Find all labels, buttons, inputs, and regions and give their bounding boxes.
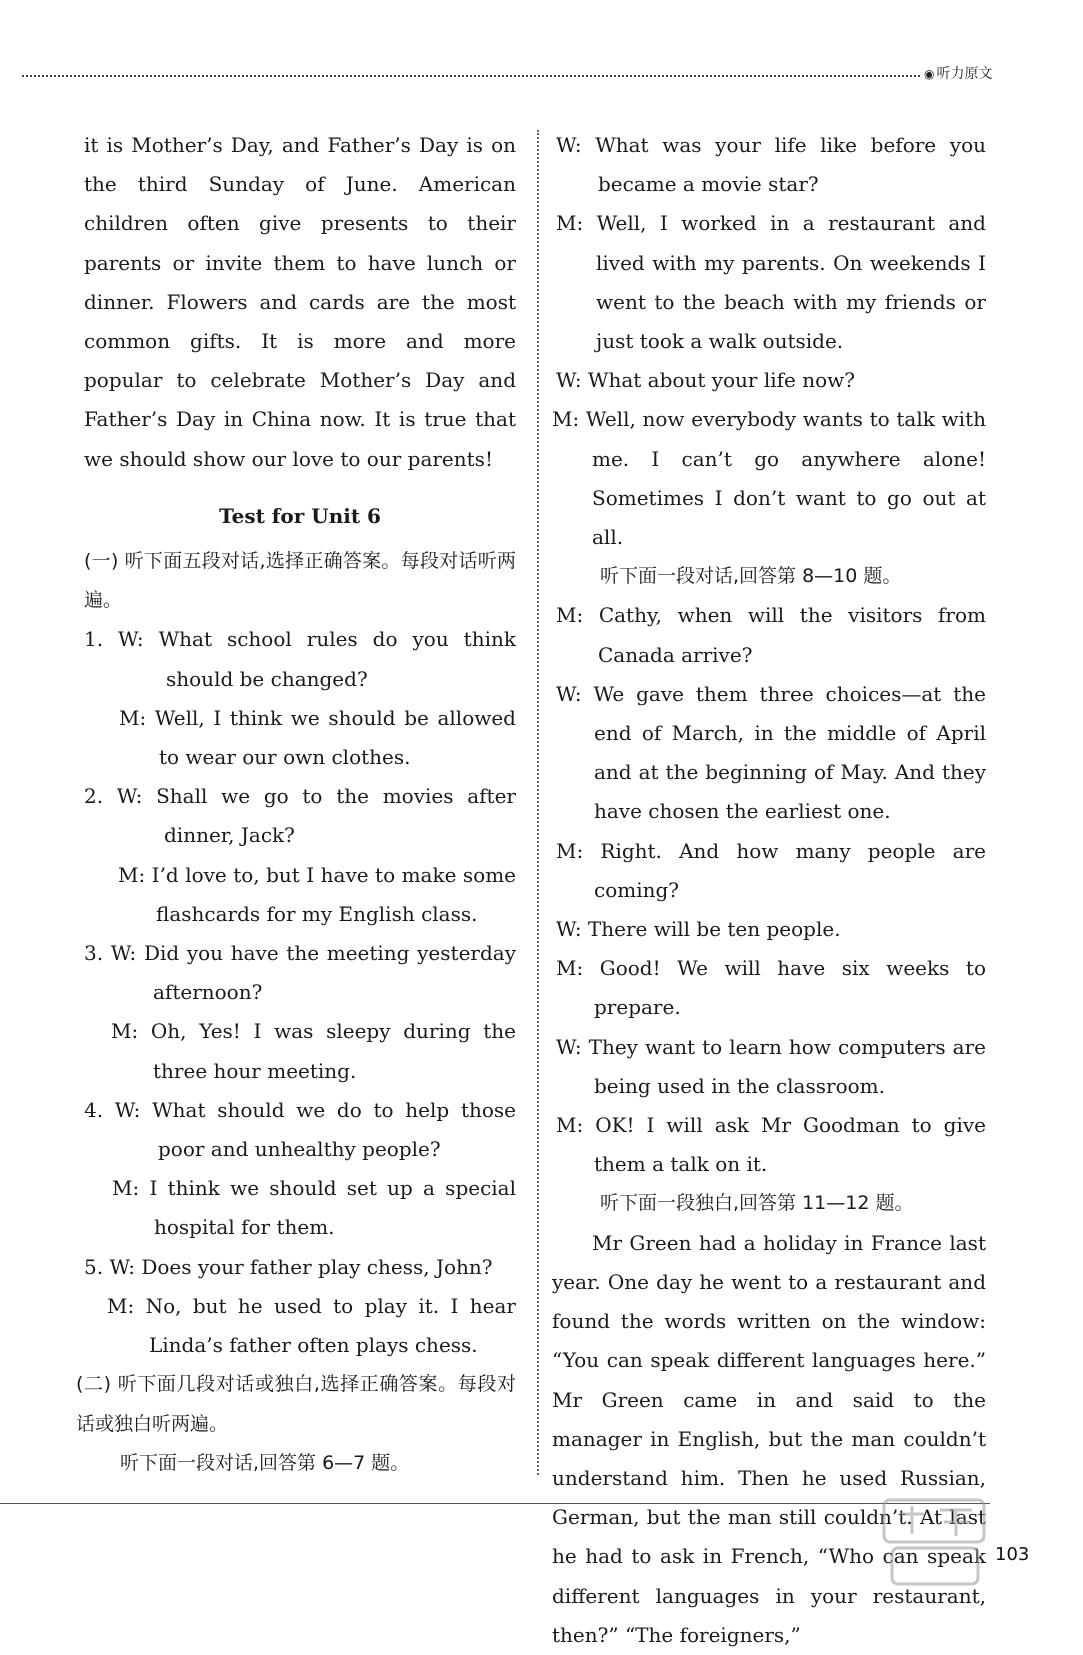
dialog-a-line-4: M: Well, now everybody wants to talk with me. I can’t go anywhere alone! Sometimes I don’t want to go out at all. [552, 407, 986, 550]
dialog-4-w: 4. W: What should we do to help those poor and unhealthy people? [84, 1097, 516, 1162]
dialog-b-line-5: M: Good! We will have six weeks to prepare. [556, 956, 986, 1020]
dialog-b-line-2: W: We gave them three choices—at the end of March, in the middle of April and at the beginning of May. And they have chosen the earliest one. [556, 681, 986, 824]
dialog-1-w: 1. W: What school rules do you think should be changed? [84, 627, 516, 691]
dialog-3-m: M: Oh, Yes! I was sleepy during the three hour meeting. [111, 1019, 516, 1083]
dialog-a-line-1: W: What was your life like before you became a movie star? [556, 133, 986, 197]
header-section-label: ◉ 听力原文 [924, 66, 993, 82]
bullet-icon: ◉ [924, 67, 935, 81]
q6-7-prompt: 听下面一段对话,回答第 6—7 题。 [120, 1451, 410, 1474]
section2-instruction: (二) 听下面几段对话或独白,选择正确答案。每段对话或独白听两遍。 [76, 1373, 516, 1435]
watermark-logo [880, 1494, 990, 1590]
dialog-3-w: 3. W: Did you have the meeting yesterday afternoon? [84, 941, 516, 1005]
dialog-a-line-3: W: What about your life now? [556, 368, 856, 393]
footer-rule [0, 1503, 990, 1504]
page-number: 103 [995, 1544, 1030, 1565]
q8-10-prompt: 听下面一段对话,回答第 8—10 题。 [600, 565, 902, 588]
dialog-2-w: 2. W: Shall we go to the movies after dinner, Jack? [84, 784, 516, 848]
dialog-5-m: M: No, but he used to play it. I hear Linda’s father often plays chess. [107, 1293, 516, 1358]
dialog-b-line-7: M: OK! I will ask Mr Goodman to give them a talk on it. [556, 1113, 986, 1177]
left-column [76, 126, 516, 1483]
dialog-5-w: 5. W: Does your father play chess, John? [84, 1254, 493, 1279]
dialog-b-line-6: W: They want to learn how computers are being used in the classroom. [556, 1034, 986, 1098]
intro-paragraph: it is Mother’s Day, and Father’s Day is on the third Sunday of June. American children often give presents to their parents or invite them to have lunch or dinner. Flowers and cards are the most common gifts. It is more and more popular to celebrate Mother’s Day and Father’s Day in China now. It is true that we should show our love to our parents! [84, 133, 516, 471]
dialog-4-m: M: I think we should set up a special hospital for them. [112, 1176, 516, 1240]
dialog-2-m: M: I’d love to, but I have to make some flashcards for my English class. [118, 862, 516, 926]
right-column [552, 126, 986, 1655]
section1-instruction: (一) 听下面五段对话,选择正确答案。每段对话听两遍。 [84, 550, 516, 612]
dialog-b-line-4: W: There will be ten people. [556, 917, 841, 942]
column-divider [537, 130, 539, 1475]
header-dotted-rule [22, 75, 920, 77]
dialog-1-m: M: Well, I think we should be allowed to wear our own clothes. [119, 705, 516, 770]
dialog-b-line-1: M: Cathy, when will the visitors from Canada arrive? [556, 603, 986, 667]
dialog-a-line-2: M: Well, I worked in a restaurant and lived with my parents. On weekends I went to the beach with my friends or just took a walk outside. [556, 211, 986, 354]
test-title: Test for Unit 6 [219, 503, 381, 528]
monologue-paragraph: Mr Green had a holiday in France last year. One day he went to a restaurant and found the words written on the window: “You can speak different languages here.” Mr Green came in and said to the manager in English, but the man couldn’t understand him. Then he used Russian, German, but the man still couldn’t. At last he had to ask in French, “Who can speak different languages in your restaurant, then?” “The foreigners,” [552, 1230, 986, 1647]
dialog-b-line-3: M: Right. And how many people are coming? [556, 838, 986, 902]
q11-12-prompt: 听下面一段独白,回答第 11—12 题。 [600, 1192, 914, 1215]
